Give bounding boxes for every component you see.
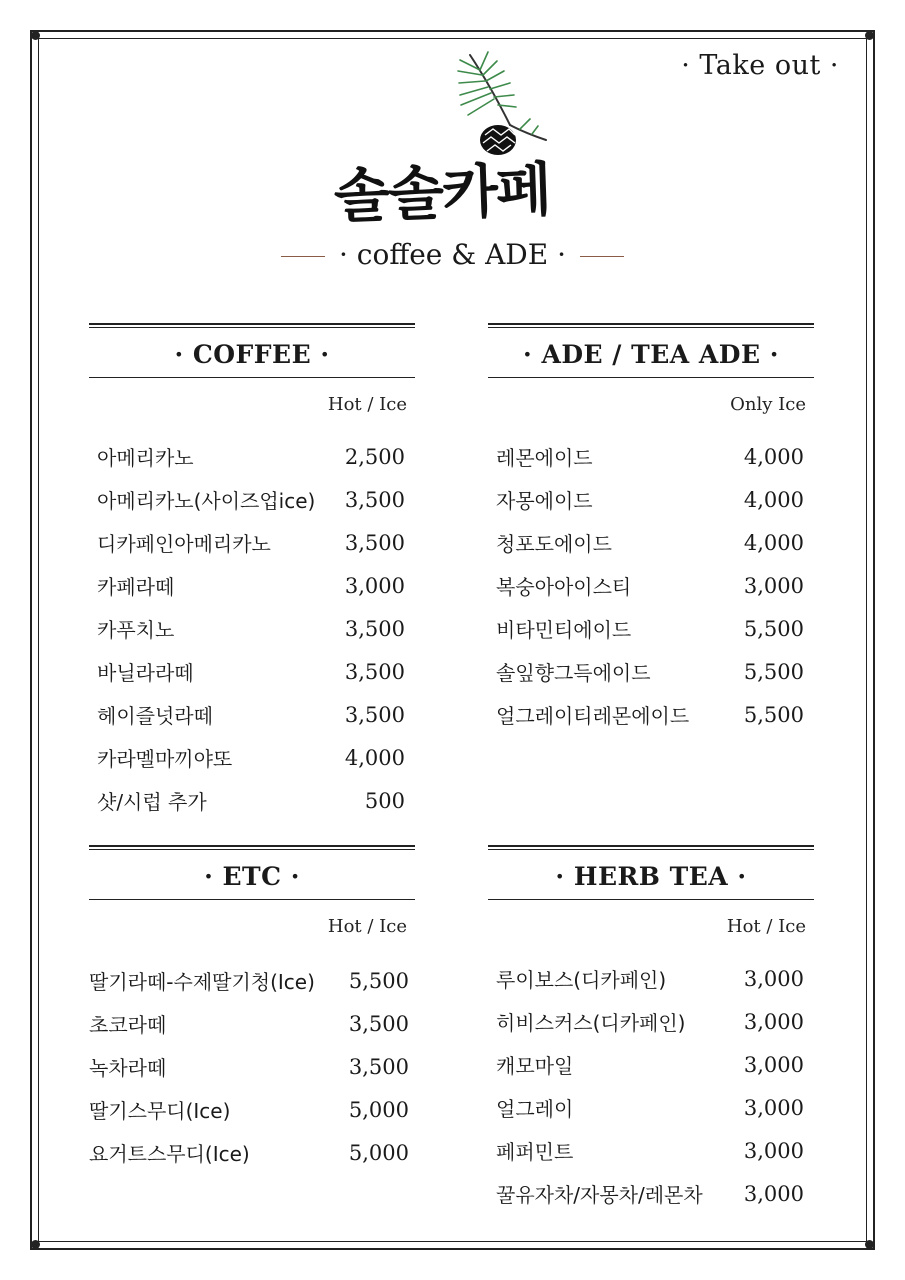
menu-item-price: 3,000	[743, 966, 804, 991]
menu-item	[89, 1131, 415, 1174]
menu-item	[89, 478, 415, 521]
menu-item-name: 디카페인아메리카노	[97, 532, 271, 556]
menu-item-price: 3,000	[743, 1052, 804, 1077]
corner-dot-bl	[31, 1240, 40, 1249]
menu-item	[488, 478, 814, 521]
menu-item	[488, 957, 814, 1000]
section-herb-tea	[488, 845, 814, 1215]
logo-text: 솔솔카페	[332, 155, 552, 231]
menu-item	[488, 607, 814, 650]
menu-item-price: 3,000	[743, 1009, 804, 1034]
menu-item-price: 2,500	[344, 444, 405, 469]
menu-list	[89, 435, 415, 822]
subtitle-rule-left	[281, 256, 325, 258]
menu-item	[89, 1002, 415, 1045]
menu-item-price: 3,000	[344, 573, 405, 598]
menu-item-price: 4,000	[743, 487, 804, 512]
menu-item	[89, 1045, 415, 1088]
menu-item-name: 딸기라떼-수제딸기청(Ice)	[89, 970, 315, 994]
menu-item-name: 카페라떼	[97, 575, 175, 599]
menu-item-price: 4,000	[743, 444, 804, 469]
menu-item-name: 솔잎향그득에이드	[496, 661, 651, 685]
section-ade	[488, 323, 814, 736]
menu-item	[488, 1000, 814, 1043]
menu-item-name: 초코라떼	[89, 1013, 167, 1037]
menu-item-price: 5,500	[743, 702, 804, 727]
menu-item-name: 얼그레이	[496, 1097, 574, 1121]
menu-item-name: 헤이즐넛라떼	[97, 704, 213, 728]
menu-item	[488, 1043, 814, 1086]
section-title: · COFFEE ·	[89, 328, 415, 378]
menu-item-price: 500	[364, 788, 405, 813]
menu-item-name: 바닐라라떼	[97, 661, 194, 685]
menu-item-price: 3,500	[344, 702, 405, 727]
menu-item-name: 청포도에이드	[496, 532, 612, 556]
menu-item	[89, 693, 415, 736]
menu-item	[488, 564, 814, 607]
menu-item	[488, 1086, 814, 1129]
subtitle-rule-right	[580, 256, 624, 258]
section-coffee	[89, 323, 415, 822]
pinecone-icon	[480, 125, 516, 155]
menu-item	[488, 435, 814, 478]
menu-item-price: 3,500	[344, 659, 405, 684]
menu-item-price: 3,000	[743, 1138, 804, 1163]
menu-item-name: 카푸치노	[97, 618, 175, 642]
section-title: · ADE / TEA ADE ·	[488, 328, 814, 378]
menu-item-price: 3,500	[344, 616, 405, 641]
menu-list	[488, 435, 814, 736]
subtitle-text: · coffee & ADE ·	[338, 238, 566, 271]
menu-item-name: 꿀유자차/자몽차/레몬차	[496, 1183, 703, 1207]
menu-item-name: 루이보스(디카페인)	[496, 968, 667, 992]
menu-item	[89, 959, 415, 1002]
menu-item-price: 3,500	[348, 1054, 409, 1079]
takeout-label: · Take out ·	[681, 50, 839, 81]
menu-list	[89, 959, 415, 1174]
menu-item-name: 자몽에이드	[496, 489, 593, 513]
menu-item-price: 3,500	[344, 530, 405, 555]
menu-item-name: 녹차라떼	[89, 1056, 167, 1080]
menu-item	[488, 1129, 814, 1172]
menu-item	[488, 521, 814, 564]
menu-item	[89, 779, 415, 822]
menu-item-name: 히비스커스(디카페인)	[496, 1011, 686, 1035]
menu-item-name: 아메리카노	[97, 446, 194, 470]
menu-item	[488, 1172, 814, 1215]
section-etc	[89, 845, 415, 1174]
menu-item	[89, 650, 415, 693]
menu-item-name: 딸기스무디(Ice)	[89, 1099, 231, 1123]
corner-dot-tl	[31, 31, 40, 40]
menu-item-price: 3,000	[743, 573, 804, 598]
section-title: · HERB TEA ·	[488, 850, 814, 900]
menu-item-name: 캐모마일	[496, 1054, 574, 1078]
section-title: · ETC ·	[89, 850, 415, 900]
menu-subtitle	[0, 238, 905, 271]
menu-item-name: 카라멜마끼야또	[97, 747, 233, 771]
menu-item-price: 5,500	[348, 968, 409, 993]
menu-item-name: 페퍼민트	[496, 1140, 574, 1164]
menu-item-price: 4,000	[743, 530, 804, 555]
menu-item-name: 레몬에이드	[496, 446, 593, 470]
corner-dot-br	[865, 1240, 874, 1249]
menu-item-name: 비타민티에이드	[496, 618, 632, 642]
menu-item-name: 복숭아아이스티	[496, 575, 632, 599]
menu-item	[89, 435, 415, 478]
menu-item-price: 5,500	[743, 659, 804, 684]
menu-item	[89, 607, 415, 650]
menu-item-price: 5,000	[348, 1097, 409, 1122]
menu-item	[488, 650, 814, 693]
menu-item-name: 샷/시럽 추가	[97, 790, 207, 814]
menu-item-name: 아메리카노(사이즈업ice)	[97, 489, 316, 513]
menu-item-price: 3,000	[743, 1181, 804, 1206]
section-temp-note: Hot / Ice	[327, 916, 407, 937]
menu-item-price: 4,000	[344, 745, 405, 770]
menu-item-name: 요거트스무디(Ice)	[89, 1142, 250, 1166]
menu-list	[488, 957, 814, 1215]
menu-item-price: 3,500	[348, 1011, 409, 1036]
menu-item-price: 3,000	[743, 1095, 804, 1120]
menu-item	[89, 1088, 415, 1131]
menu-item-price: 5,500	[743, 616, 804, 641]
corner-dot-tr	[865, 31, 874, 40]
menu-item	[488, 693, 814, 736]
menu-item-price: 5,000	[348, 1140, 409, 1165]
cafe-logo	[320, 45, 580, 235]
section-temp-note: Hot / Ice	[726, 916, 806, 937]
menu-item	[89, 521, 415, 564]
section-temp-note: Only Ice	[730, 394, 806, 415]
menu-item	[89, 736, 415, 779]
section-temp-note: Hot / Ice	[327, 394, 407, 415]
menu-item-price: 3,500	[344, 487, 405, 512]
menu-item	[89, 564, 415, 607]
menu-item-name: 얼그레이티레몬에이드	[496, 704, 690, 728]
